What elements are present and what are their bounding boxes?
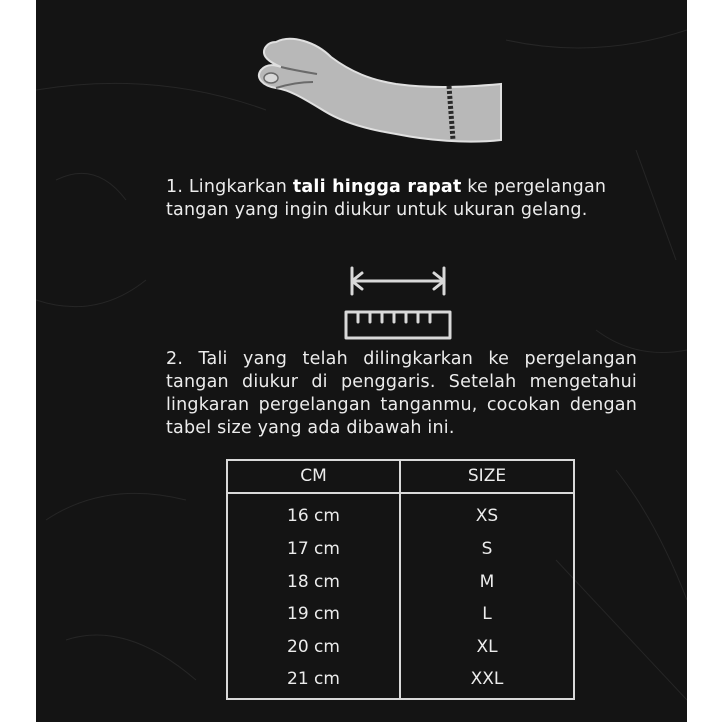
size-guide-panel xyxy=(36,0,687,722)
header-size: SIZE xyxy=(467,466,507,486)
cm-cell: 21 cm xyxy=(287,669,340,689)
step-1-instruction: 1. Lingkarkan tali hingga rapat ke pergelangan tangan yang ingin diukur untuk ukuran gelang. xyxy=(166,177,607,220)
size-cell: S xyxy=(481,539,493,559)
size-cell: XL xyxy=(476,637,498,657)
cm-cell: 18 cm xyxy=(287,572,340,592)
cm-cell: 20 cm xyxy=(287,637,340,657)
header-cm: CM xyxy=(300,466,327,486)
ruler-with-arrows-icon xyxy=(340,262,456,344)
size-table xyxy=(226,459,575,700)
cm-cell: 16 cm xyxy=(287,506,340,526)
step-2-instruction: 2. Tali yang telah dilingkarkan ke pergelangan tangan diukur di penggaris. Setelah mengetahui lingkaran pergelangan tanganmu, cocokan dengan tabel size yang ada dibawah ini. xyxy=(166,349,637,438)
size-cell: XS xyxy=(475,506,499,526)
hand-measuring-wrist-icon xyxy=(221,12,511,172)
cm-cell: 17 cm xyxy=(287,539,340,559)
size-cell: XXL xyxy=(470,669,504,689)
size-cell: L xyxy=(482,604,492,624)
step-1-emphasis: tali hingga rapat xyxy=(292,177,462,197)
table-header-divider xyxy=(228,492,573,494)
size-cell: M xyxy=(479,572,495,592)
cm-cell: 19 cm xyxy=(287,604,340,624)
